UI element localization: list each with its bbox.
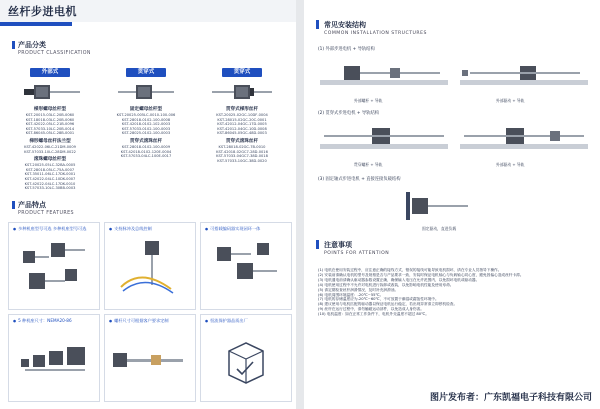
- attention-heading: [324, 240, 389, 256]
- mount-diagram-through: [320, 120, 450, 160]
- classification-title: 产品分类: [18, 41, 46, 49]
- feature-card: [8, 222, 100, 310]
- model-code: KST-57033-10LC-30BB-0003: [24, 186, 76, 191]
- install-heading: [324, 20, 427, 36]
- motor-cable-image: [111, 237, 189, 301]
- classification-subtitle: PRODUCT CLASSIFICATION: [18, 51, 91, 56]
- mount-diagram-external-2: [460, 56, 590, 96]
- motor-image: [206, 81, 278, 103]
- class-column-through: [104, 68, 188, 159]
- model-code: KST-57033-04GC7-38D-0018: [216, 154, 268, 159]
- mount-caption: (1) 外部步进电机 + 导轨结构: [318, 47, 375, 52]
- class-type-chip: 贯穿式: [126, 68, 166, 77]
- section-bar: [316, 20, 319, 29]
- feature-card: [104, 222, 196, 310]
- model-code: KST-28018-0102-100-0009: [121, 144, 171, 149]
- diagram-caption: 贯穿螺杆 + 导轨: [354, 162, 383, 167]
- attention-note: (7) 电机的存储温度应为-20℃~60℃，不可放置于潮湿或腐蚀性环境中。: [318, 297, 439, 302]
- mount-caption: (3) 固定轴式步进电机 + 直接连接负载结构: [318, 177, 401, 182]
- model-code: KST-20025-005LC-0010-100-006: [116, 113, 176, 117]
- feature-label: ● 支持脉冲及总线控制: [109, 226, 152, 232]
- group-title: 贯穿式梯形丝杆: [225, 107, 259, 112]
- attention-note: (8) 建议使用与电机匹配的驱动器以保证电机运行稳定，若出现异常请立即停机检查。: [318, 302, 458, 307]
- install-subtitle: COMMON INSTALLATION STRUCTURES: [324, 31, 427, 36]
- model-code: KST-57033-0102-100-0003: [121, 126, 171, 131]
- model-code: KST-57033-04LC-100E-0017: [120, 154, 172, 159]
- diagram-caption: 固定驱动，直进负载: [422, 226, 457, 231]
- encoder-motor-image: [207, 237, 285, 301]
- model-code: KST-86045-05GC-48D-0003: [217, 131, 267, 136]
- feature-label: ● 螺杆尺寸可根据客户要求定制: [109, 318, 169, 324]
- model-code: KST-35011-06LC-17DK-0001: [24, 172, 76, 177]
- model-code: KST-20025-05LC-32BA-0005: [24, 163, 76, 168]
- motor-image: [110, 81, 182, 103]
- group-title: 固定螺母丝杆型: [129, 107, 163, 112]
- model-code: KST-42018-02GC7-28D-0016: [216, 149, 268, 154]
- model-code: KST-42018-0102-120E-0004: [120, 149, 172, 154]
- attention-note: (9) 丝杆在运行过程中，请勿触碰运动部件，以免造成人身伤害。: [318, 307, 424, 312]
- publisher-watermark: 图片发布者：广东凯福电子科技有限公司: [429, 393, 592, 403]
- model-code: KST-28018-0102-100-0008: [121, 117, 171, 122]
- attention-note: (4) 电机使用过程中不允许对电机进行拆卸或改装，以免影响电机性能及使用寿命。: [318, 282, 454, 287]
- features-title: 产品特点: [18, 201, 46, 209]
- model-code: KST-42012-04GC-17D-0005: [217, 122, 267, 127]
- diagram-caption: 外部驱动 + 导轨: [496, 162, 525, 167]
- model-code: KST-57033-10GC-38D-0020: [217, 158, 267, 163]
- custom-screw-image: [111, 329, 189, 393]
- multi-motor-image: [15, 237, 93, 301]
- group-title: 梯形螺母丝杆法兰型: [29, 138, 71, 144]
- attention-note: (3) 电机通电前请确认驱动器参数设置正确，确保输入电压在允许范围内，以免损坏电机或驱动器。: [318, 277, 480, 282]
- attention-note: (1) 电机在使用安装过程中，应注意正确的接线方式，错误的接线可能导致电机损坏，请在专业人员指导下操作。: [318, 268, 502, 272]
- model-code: KST-42022-04LC-17DK-0010: [24, 181, 76, 186]
- model-code: KST-28025-0102-100-0003: [121, 131, 171, 136]
- model-code: KST-42018-0102-102-0003: [121, 122, 171, 127]
- feature-card: [200, 314, 292, 402]
- feature-label: ● 可搭载编码器实现闭环一体: [205, 226, 260, 232]
- mount-diagram-external: [320, 56, 450, 96]
- class-type-chip: 贯穿式: [222, 68, 262, 77]
- attention-notes: [318, 268, 592, 317]
- attention-note: (6) 电机周围环境温度：-20℃~55℃。: [318, 292, 384, 297]
- model-code: KST-86045-05LC-28B-0001: [25, 131, 75, 136]
- attention-note: (5) 请定期检查丝杆润滑情况，及时补充润滑油。: [318, 287, 399, 292]
- packaging-box-icon: [207, 329, 285, 393]
- group-title: 贯穿式滚珠丝杆: [129, 138, 163, 144]
- class-column-through-2: [200, 68, 284, 163]
- mount-diagram-fixed: [400, 188, 500, 224]
- group-title: 滚珠螺母丝杆型: [33, 157, 67, 163]
- feature-card: [8, 314, 100, 402]
- section-bar: [12, 41, 15, 49]
- attention-note: (2) 安装前请确认电机的型号及规格是否与产品要求一致，安装时保证电机轴心与负载轴心同心度，避免因偏心造成丝杆卡滞。: [318, 272, 524, 277]
- motor-image: [14, 81, 86, 103]
- feature-card: [200, 222, 292, 310]
- model-code: KST-18018-03LC-20B-0060: [25, 117, 75, 122]
- class-type-chip: 外部式: [30, 68, 70, 77]
- model-code: KST-57033-10LC-20B-0014: [25, 126, 75, 131]
- page-gutter: [296, 0, 304, 409]
- classification-heading: [18, 40, 91, 56]
- class-column-external: [8, 68, 92, 191]
- attention-title: 注意事项: [324, 241, 352, 249]
- model-code: KST-57033-10LC-28DM-0022: [24, 149, 76, 154]
- model-code: KST-20025-02GC-10DF-0004: [216, 113, 268, 117]
- group-title: 贯穿式滚珠丝杆: [225, 138, 259, 144]
- model-code: KST-28018-02GC-7B-0010: [218, 144, 266, 149]
- feature-card: [104, 314, 196, 402]
- group-title: 梯形螺母丝杆型: [33, 107, 67, 112]
- attention-subtitle: POINTS FOR ATTENTION: [324, 251, 390, 256]
- right-page: [304, 0, 600, 409]
- model-code: KST-42022-05LC-21B-0096: [25, 122, 75, 127]
- section-bar: [12, 201, 15, 209]
- size-range-image: [15, 329, 93, 393]
- title-accent: [0, 22, 72, 26]
- model-code: KST-20015-03LC-20B-0060: [25, 113, 75, 117]
- features-subtitle: PRODUCT FEATURES: [18, 211, 74, 216]
- diagram-caption: 外部螺杆 + 导轨: [354, 98, 383, 103]
- feature-label: ● 多种机座型号可选 多种机座型号可选: [13, 226, 86, 232]
- diagram-caption: 外部驱动 + 导轨: [496, 98, 525, 103]
- install-title: 常见安装结构: [324, 21, 366, 29]
- page-title: 丝杆步进电机: [8, 5, 77, 18]
- model-code: KST-42022-06LC-21DM-0009: [24, 144, 76, 149]
- feature-label: ● 5 种机座尺寸：NEMA20-86: [13, 318, 72, 324]
- mount-diagram-through-2: [460, 120, 590, 160]
- attention-note: (10) 电机温度：如在正常工作条件下，电机外壳温度不超过 80℃。: [318, 312, 429, 317]
- model-code: KST-42022-04LC-10DK-0007: [24, 176, 76, 181]
- model-code: KST-42012-04GC-10D-0008: [217, 126, 267, 131]
- left-page: [0, 0, 296, 409]
- feature-label: ● 恒流保护器品质出厂: [205, 318, 248, 324]
- model-code: KST-28015-02GC-20C-0001: [217, 117, 267, 122]
- mount-caption: (2) 贯穿式步进电机 + 导轨结构: [318, 111, 380, 116]
- features-heading: [18, 200, 74, 216]
- model-code: KST-28018-05LC-75A-0007: [25, 167, 75, 172]
- section-bar: [316, 240, 319, 249]
